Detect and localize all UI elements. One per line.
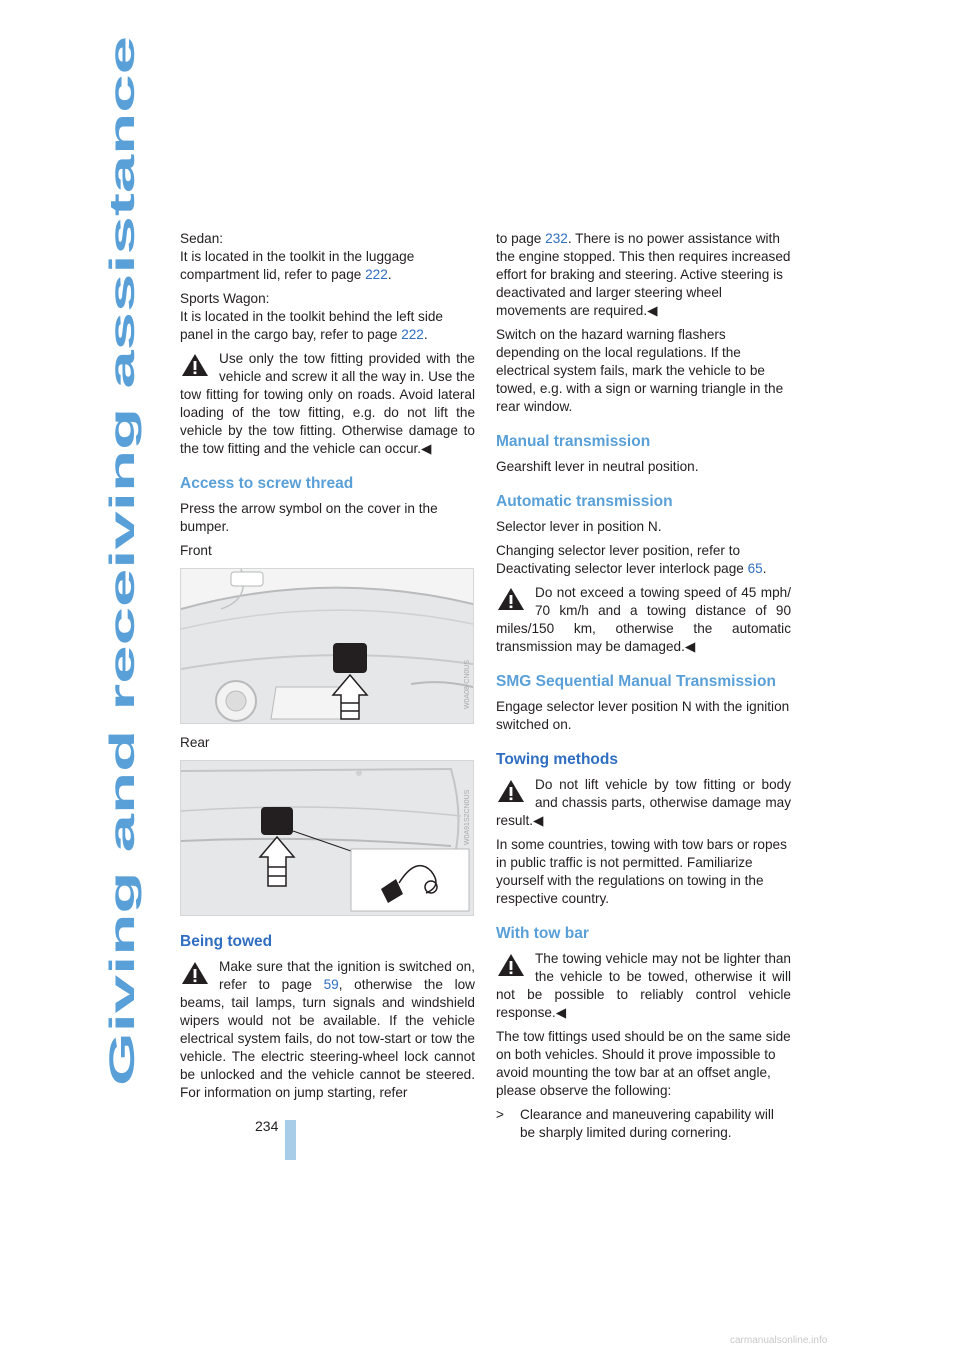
tow-bar-warning [496,950,791,1022]
warning-triangle-icon [180,960,210,986]
sedan-label: Sedan: [180,231,224,246]
continuation-pre: to page [496,231,542,246]
wagon-paragraph: Sports Wagon: It is located in the toolkit behind the left side panel in the cargo bay, refer to page 222. [180,291,443,342]
sedan-paragraph: Sedan: It is located in the toolkit in the luggage compartment lid, refer to page 222. [180,231,415,282]
automatic-text-2-pre: Changing selector lever position, refer to Deactivating selector lever interlock page [496,543,744,576]
access-heading: Access to screw thread [180,475,354,492]
tow-bar-text: The tow fittings used should be on the same side on both vehicles. Should it prove impossible to avoid mounting the tow bar at an offset angle, please observe the following: [496,1029,791,1098]
automatic-text-1: Selector lever in position N. [496,519,662,534]
right-column [496,230,791,1142]
towing-methods-warning [496,776,791,830]
footer-watermark: carmanualsonline.info [730,1335,828,1346]
front-bumper-illustration [181,569,473,723]
tow-bar-heading: With tow bar [496,925,589,942]
access-text: Press the arrow symbol on the cover in the bumper. [180,501,438,534]
front-label: Front [180,543,212,558]
sedan-page-link[interactable]: 222 [365,267,388,282]
rear-figure-code: W0A91S2CN0US [464,789,471,845]
rear-label: Rear [180,735,210,750]
wagon-label: Sports Wagon: [180,291,270,306]
being-towed-warning [180,958,475,1102]
warning-triangle-icon [180,352,210,378]
towing-methods-warning-text: Do not lift vehicle by tow fitting or body and chassis parts, otherwise damage may result.◀ [496,777,791,828]
continuation-paragraph [496,230,791,320]
front-bumper-figure [180,568,474,724]
wagon-page-link[interactable]: 222 [401,327,424,342]
automatic-warning-text: Do not exceed a towing speed of 45 mph/ 70 km/h and a towing distance of 90 miles/150 km, otherwise the automatic transmission may be damaged.◀ [496,585,791,654]
rear-bumper-figure [180,760,474,916]
automatic-transmission-heading: Automatic transmission [496,493,673,510]
jump-start-page-link[interactable]: 232 [545,231,568,246]
manual-transmission-text: Gearshift lever in neutral position. [496,459,699,474]
ignition-page-link[interactable]: 59 [323,977,339,992]
towing-methods-text: In some countries, towing with tow bars or ropes in public traffic is not permitted. Familiarize yourself with the regulations on towing in the respective country. [496,837,787,906]
tow-fitting-warning [180,350,475,458]
list-item [496,1106,791,1142]
warning-triangle-icon [496,586,526,612]
warning-triangle-icon [496,778,526,804]
left-column [180,230,475,1108]
bullet-mark: > [496,1107,504,1122]
being-towed-text-post: , otherwise the low beams, tail lamps, turn signals and windshield wipers would not be available. If the vehicle electrical system fails, do not tow-start or tow the vehicle. The electric steering-wheel lock cannot be unlocked and the vehicle cannot be steered. For information on jump starting, refer [180,977,475,1100]
manual-transmission-heading: Manual transmission [496,433,651,450]
tow-bar-warning-text: The towing vehicle may not be lighter than the vehicle to be towed, otherwise it will not be possible to reliably control vehicle response.◀ [496,951,791,1020]
automatic-text-2: Changing selector lever position, refer to Deactivating selector lever interlock page 65. [496,543,767,576]
smg-heading: SMG Sequential Manual Transmission [496,673,776,690]
page-number-bar [285,1120,296,1160]
smg-text: Engage selector lever position N with the ignition switched on. [496,699,790,732]
side-title-text: Giving and receiving assistance [103,553,142,1086]
being-towed-text-pre: Make sure that the ignition is switched on, refer to page [219,959,475,992]
front-figure-code: W0A08-CN0US [464,659,471,709]
tow-fitting-warning-text: Use only the tow fitting provided with the vehicle and screw it all the way in. Use the tow fitting for towing only on roads. Avoid lateral loading of the tow fitting, e.g. do not lift the vehicle by the tow fitting. Otherwise damage to the tow fitting and the vehicle can occur.◀ [180,351,475,456]
being-towed-heading: Being towed [180,933,273,950]
sedan-text: It is located in the toolkit in the luggage compartment lid, refer to page [180,249,415,282]
page-number: 234 [255,1118,279,1134]
bullet-text: Clearance and maneuvering capability will be sharply limited during cornering. [520,1107,774,1140]
interlock-page-link[interactable]: 65 [747,561,763,576]
towing-methods-heading: Towing methods [496,751,618,768]
hazard-paragraph: Switch on the hazard warning flashers depending on the local regulations. If the electrical system fails, mark the vehicle to be towed, e.g. with a sign or warning triangle in the rear window. [496,327,784,414]
rear-bumper-illustration [181,761,473,915]
warning-triangle-icon [496,952,526,978]
section-side-title [88,32,152,1086]
continuation-post: . There is no power assistance with the engine stopped. This then requires increased effort for braking and steering. Active steering is deactivated and larger steering wheel movements are required.◀ [496,231,791,318]
automatic-warning [496,584,791,656]
wagon-text: It is located in the toolkit behind the left side panel in the cargo bay, refer to page [180,309,443,342]
